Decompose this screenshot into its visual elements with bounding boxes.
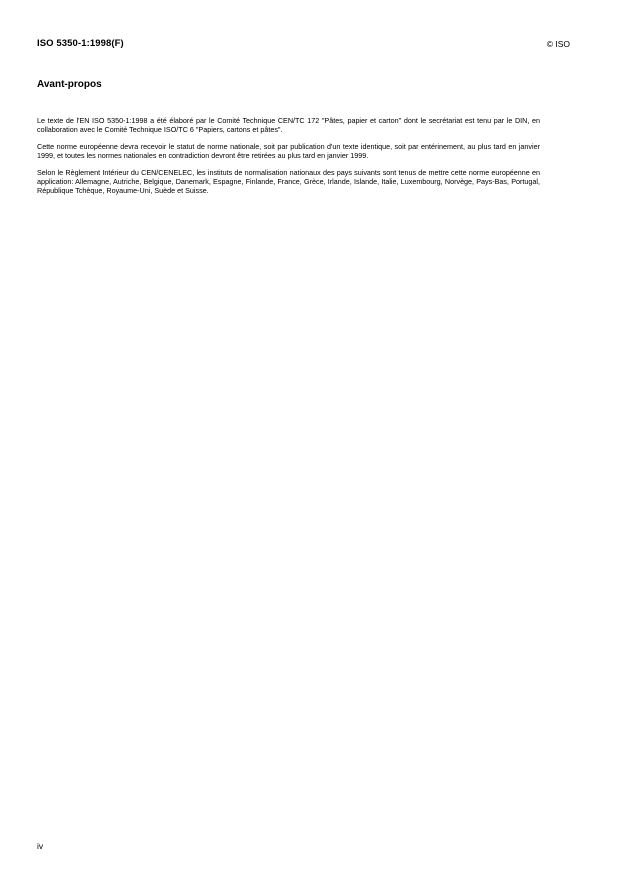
page-number: iv <box>37 841 44 851</box>
section-title: Avant-propos <box>37 79 102 90</box>
document-identifier: ISO 5350-1:1998(F) <box>37 38 124 49</box>
foreword-body <box>37 117 540 204</box>
paragraph-national-status: Cette norme européenne devra recevoir le statut de norme nationale, soit par publication d'un texte identique, soit par entérinement, au plus tard en janvier 1999, et toutes les normes nationales en contradiction devront être retirées au plus tard en janvier 1999. <box>37 142 540 160</box>
copyright-notice: © ISO <box>546 39 570 49</box>
paragraph-countries: Selon le Règlement Intérieur du CEN/CENELEC, les instituts de normalisation nationaux des pays suivants sont tenus de mettre cette norme européenne en application: Allemagne, Autriche, Belgique, Danemark, Espagne, Finlande, France, Grèce, Irlande, Islande, Italie, Luxembourg, Norvège, Pays-Bas, Portugal, République Tchèque, Royaume-Uni, Suède et Suisse. <box>37 168 540 195</box>
paragraph-committee: Le texte de l'EN ISO 5350-1:1998 a été élaboré par le Comité Technique CEN/TC 172 "Pâtes, papier et carton" dont le secrétariat est tenu par le DIN, en collaboration avec le Comité Technique ISO/TC 6 "Papiers, cartons et pâtes". <box>37 116 540 134</box>
